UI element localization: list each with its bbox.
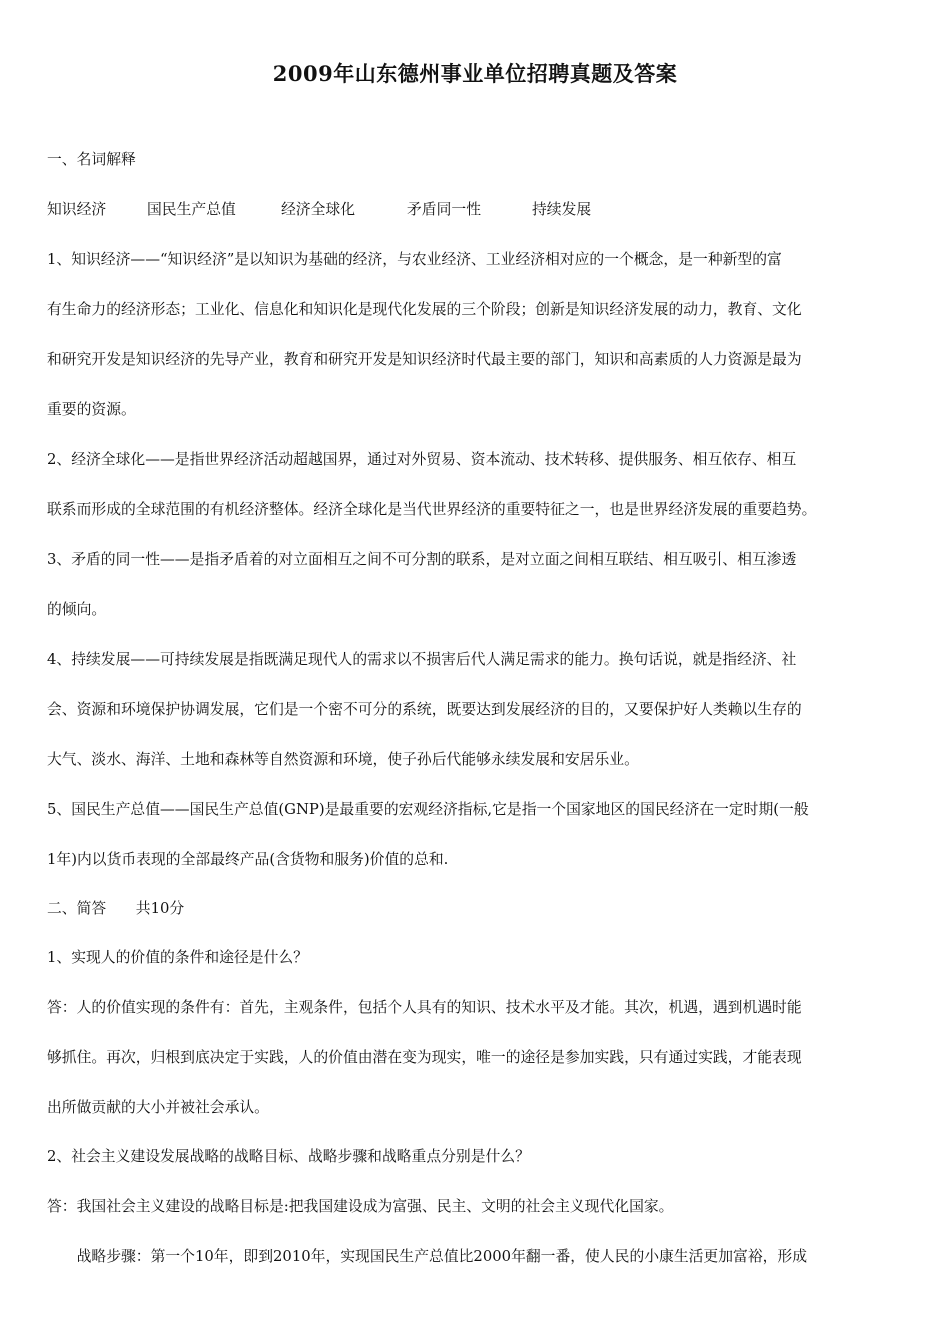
section-heading-short-answer: 二、简答 共10分 (47, 900, 185, 917)
term-item: 经济全球化 (281, 201, 355, 218)
paragraph-line: 会、资源和环境保护协调发展，它们是一个密不可分的系统，既要达到发展经济的目的，又要保护好人类赖以生存的 (47, 701, 802, 718)
paragraph-line: 1年)内以货币表现的全部最终产品(含货物和服务)价值的总和. (47, 851, 449, 868)
term-item: 矛盾同一性 (407, 201, 481, 218)
paragraph-line: 有生命力的经济形态；工业化、信息化和知识化是现代化发展的三个阶段；创新是知识经济发展的动力，教育、文化 (47, 301, 802, 318)
paragraph-line: 5、国民生产总值——国民生产总值(GNP)是最重要的宏观经济指标,它是指一个国家地区的国民经济在一定时期(一般 (47, 801, 809, 818)
section-heading-terms: 一、名词解释 (47, 151, 136, 168)
term-item: 国民生产总值 (147, 201, 236, 218)
question-line: 2、社会主义建设发展战略的战略目标、战略步骤和战略重点分别是什么？ (47, 1148, 530, 1165)
paragraph-line: 够抓住。再次，归根到底决定于实践，人的价值由潜在变为现实，唯一的途径是参加实践，只有通过实践，才能表现 (47, 1049, 802, 1066)
document-title: 2009年山东德州事业单位招聘真题及答案 (272, 61, 678, 86)
paragraph-line: 1、知识经济——“知识经济”是以知识为基础的经济，与农业经济、工业经济相对应的一个概念，是一种新型的富 (47, 251, 782, 268)
paragraph-line: 答：我国社会主义建设的战略目标是:把我国建设成为富强、民主、文明的社会主义现代化国家。 (47, 1198, 674, 1215)
paragraph-line: 的倾向。 (47, 601, 107, 618)
question-line: 1、实现人的价值的条件和途径是什么？ (47, 949, 308, 966)
paragraph-line: 出所做贡献的大小并被社会承认。 (47, 1099, 269, 1116)
paragraph-line: 和研究开发是知识经济的先导产业，教育和研究开发是知识经济时代最主要的部门，知识和高素质的人力资源是最为 (47, 351, 802, 368)
term-item: 知识经济 (47, 201, 107, 218)
paragraph-line: 答：人的价值实现的条件有：首先，主观条件，包括个人具有的知识、技术水平及才能。其次，机遇，遇到机遇时能 (47, 999, 802, 1016)
paragraph-line: 大气、淡水、海洋、土地和森林等自然资源和环境，使子孙后代能够永续发展和安居乐业。 (47, 751, 639, 768)
paragraph-line: 4、持续发展——可持续发展是指既满足现代人的需求以不损害后代人满足需求的能力。换句话说，就是指经济、社 (47, 651, 797, 668)
paragraph-line: 联系而形成的全球范围的有机经济整体。经济全球化是当代世界经济的重要特征之一，也是世界经济发展的重要趋势。 (47, 501, 817, 518)
paragraph-line: 3、矛盾的同一性——是指矛盾着的对立面相互之间不可分割的联系，是对立面之间相互联结、相互吸引、相互渗透 (47, 551, 797, 568)
term-item: 持续发展 (532, 201, 592, 218)
paragraph-line: 重要的资源。 (47, 401, 136, 418)
paragraph-line: 战略步骤：第一个10年，即到2010年，实现国民生产总值比2000年翻一番，使人民的小康生活更加富裕，形成 (47, 1248, 808, 1265)
paragraph-line: 2、经济全球化——是指世界经济活动超越国界，通过对外贸易、资本流动、技术转移、提供服务、相互依存、相互 (47, 451, 797, 468)
